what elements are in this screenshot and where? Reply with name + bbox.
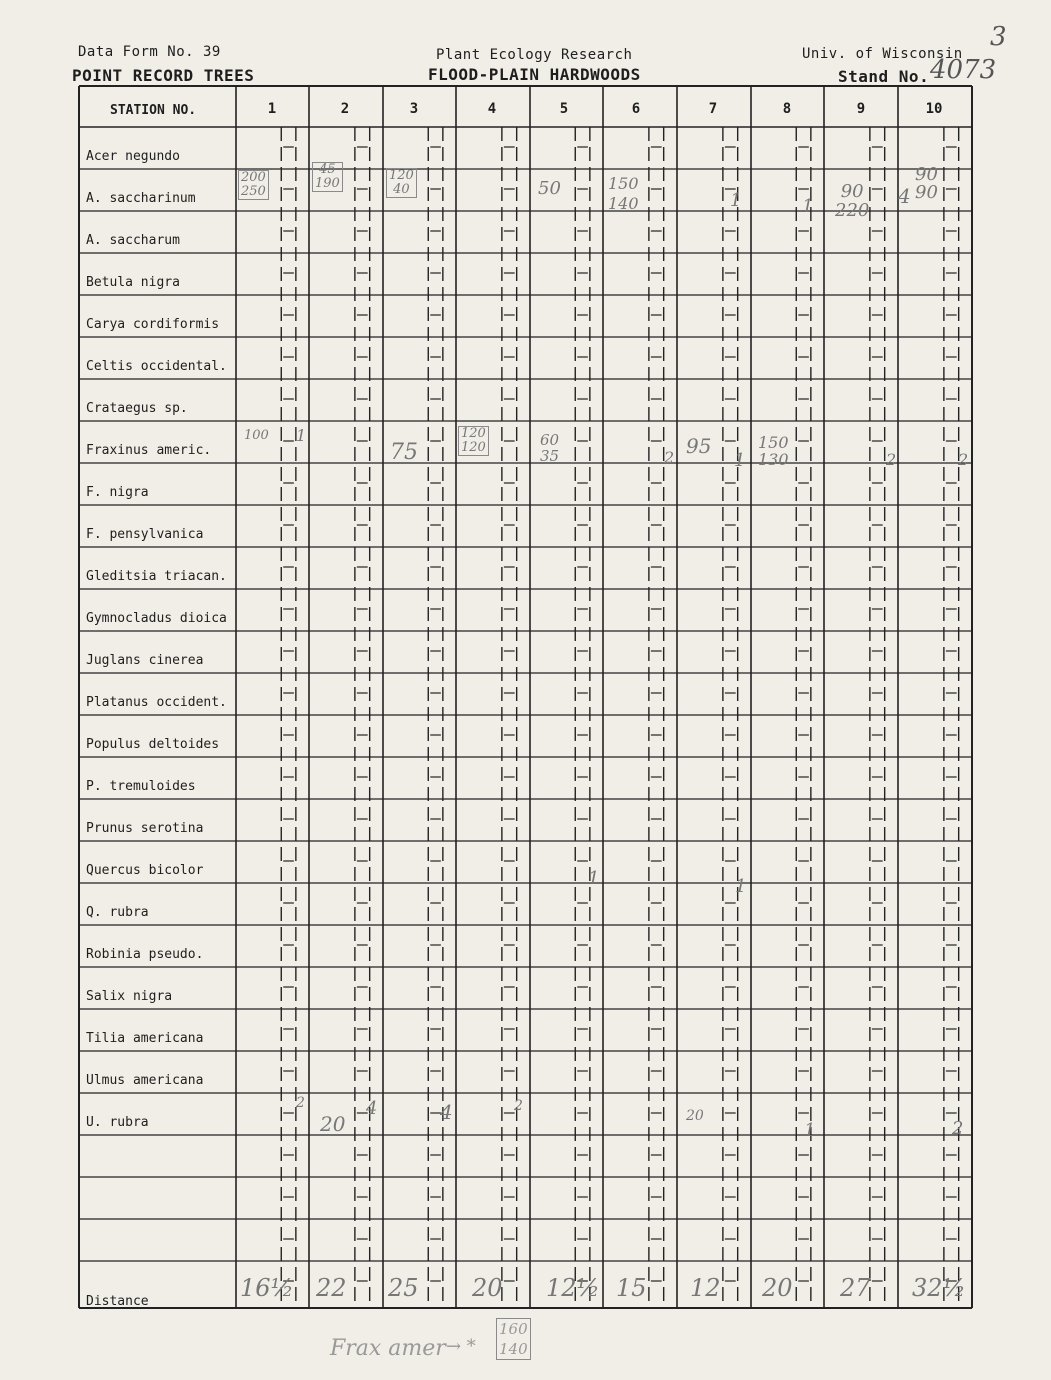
entry-ur-2-count: 4 bbox=[366, 1098, 378, 1119]
entry-qb-7-count: 1 bbox=[735, 876, 747, 897]
entry-sacch-10-count: 4 bbox=[898, 184, 911, 208]
distance-value-3: 25 bbox=[388, 1274, 419, 1302]
species-label: U. rubra bbox=[86, 1115, 149, 1130]
entry-sacch-1: 200 250 bbox=[238, 170, 269, 200]
entry-frax-8: 150 130 bbox=[758, 433, 789, 469]
entry-ur-1-count: 2 bbox=[296, 1095, 305, 1111]
distance-label: Distance bbox=[86, 1294, 149, 1309]
entry-sacch-2: 45 190 bbox=[312, 162, 343, 192]
entry-sacch-3: 120 40 bbox=[386, 168, 417, 198]
species-label: Robinia pseudo. bbox=[86, 947, 204, 962]
university-label: Univ. of Wisconsin bbox=[802, 46, 963, 62]
entry-frax-7: 95 bbox=[686, 434, 712, 458]
entry-ur-7: 20 bbox=[686, 1108, 704, 1124]
species-label: Prunus serotina bbox=[86, 821, 204, 836]
stand-label: Stand No. bbox=[838, 67, 930, 86]
entry-ur-2: 20 bbox=[320, 1112, 346, 1136]
entry-ur-10-count: 2 bbox=[952, 1118, 964, 1139]
species-label: F. nigra bbox=[86, 485, 149, 500]
distance-value-4: 20 bbox=[472, 1274, 503, 1302]
species-label: A. saccharum bbox=[86, 233, 180, 248]
species-label: Celtis occidental. bbox=[86, 359, 227, 374]
entry-frax-7-count: 1 bbox=[734, 450, 746, 471]
station-number-4: 4 bbox=[487, 101, 497, 117]
species-label: Ulmus americana bbox=[86, 1073, 204, 1088]
species-label: P. tremuloides bbox=[86, 779, 196, 794]
footnote-values: 160 140 bbox=[496, 1318, 531, 1360]
distance-value-7: 12 bbox=[690, 1274, 721, 1302]
entry-sacch-5: 50 bbox=[538, 178, 561, 199]
species-label: A. saccharinum bbox=[86, 191, 196, 206]
distance-value-10: 32½ bbox=[912, 1274, 966, 1302]
research-label: Plant Ecology Research bbox=[436, 47, 633, 63]
station-number-9: 9 bbox=[856, 101, 866, 117]
entry-qb-5-count: 1 bbox=[588, 868, 600, 889]
distance-value-5: 12½ bbox=[546, 1274, 600, 1302]
species-label: Acer negundo bbox=[86, 149, 180, 164]
species-label: Juglans cinerea bbox=[86, 653, 204, 668]
footnote-text: Frax amer bbox=[330, 1336, 446, 1361]
station-number-8: 8 bbox=[782, 101, 792, 117]
species-label: Quercus bicolor bbox=[86, 863, 204, 878]
station-number-7: 7 bbox=[708, 101, 718, 117]
species-label: Q. rubra bbox=[86, 905, 149, 920]
entry-ur-4-count: 4 bbox=[440, 1100, 453, 1124]
distance-value-1: 16½ bbox=[240, 1274, 294, 1302]
entry-sacch-6: 150 140 bbox=[608, 174, 639, 213]
entry-ur-8-count: 1 bbox=[804, 1120, 816, 1141]
entry-frax-5: 60 35 bbox=[540, 431, 560, 465]
stand-number: 4073 bbox=[930, 55, 997, 85]
distance-value-6: 15 bbox=[616, 1274, 647, 1302]
entry-frax-3: 75 bbox=[390, 440, 418, 465]
entry-frax-1-count: 1 bbox=[296, 426, 307, 445]
entry-sacch-10: 90 90 bbox=[915, 164, 938, 203]
entry-sacch-9: 90 220 bbox=[835, 181, 870, 221]
page-number: 3 bbox=[990, 22, 1007, 52]
station-header: STATION NO. bbox=[110, 103, 197, 118]
species-label: Populus deltoides bbox=[86, 737, 220, 752]
footnote-arrow: → * bbox=[446, 1336, 476, 1357]
species-label: F. pensylvanica bbox=[86, 527, 204, 542]
entry-frax-10-count: 2 bbox=[958, 450, 969, 469]
distance-value-2: 22 bbox=[316, 1274, 347, 1302]
species-label: Gleditsia triacan. bbox=[86, 569, 227, 584]
species-label: Betula nigra bbox=[86, 275, 180, 290]
species-label: Gymnocladus dioica bbox=[86, 611, 227, 626]
station-number-5: 5 bbox=[559, 101, 569, 117]
entry-sacch-8-count: 1 bbox=[802, 196, 814, 217]
distance-value-8: 20 bbox=[762, 1274, 793, 1302]
species-label: Fraxinus americ. bbox=[86, 443, 212, 458]
station-number-10: 10 bbox=[925, 101, 943, 117]
entry-frax-9-count: 2 bbox=[886, 450, 897, 469]
species-label: Platanus occident. bbox=[86, 695, 227, 710]
species-label: Crataegus sp. bbox=[86, 401, 188, 416]
species-label: Salix nigra bbox=[86, 989, 173, 1004]
entry-frax-6-count: 2 bbox=[664, 448, 675, 467]
station-number-1: 1 bbox=[267, 101, 277, 117]
entry-frax-1: 100 bbox=[244, 428, 269, 443]
species-label: Tilia americana bbox=[86, 1031, 204, 1046]
entry-ur-5-count: 2 bbox=[514, 1098, 523, 1114]
form-title: POINT RECORD TREES bbox=[72, 66, 255, 85]
station-number-2: 2 bbox=[340, 101, 350, 117]
station-number-6: 6 bbox=[631, 101, 641, 117]
species-label: Carya cordiformis bbox=[86, 317, 220, 332]
form-number: Data Form No. 39 bbox=[78, 44, 221, 60]
station-number-3: 3 bbox=[409, 101, 419, 117]
entry-frax-4: 120 120 bbox=[458, 426, 489, 456]
distance-value-9: 27 bbox=[840, 1274, 871, 1302]
entry-sacch-7-count: 1 bbox=[730, 190, 742, 211]
subject-title: FLOOD-PLAIN HARDWOODS bbox=[428, 65, 641, 84]
